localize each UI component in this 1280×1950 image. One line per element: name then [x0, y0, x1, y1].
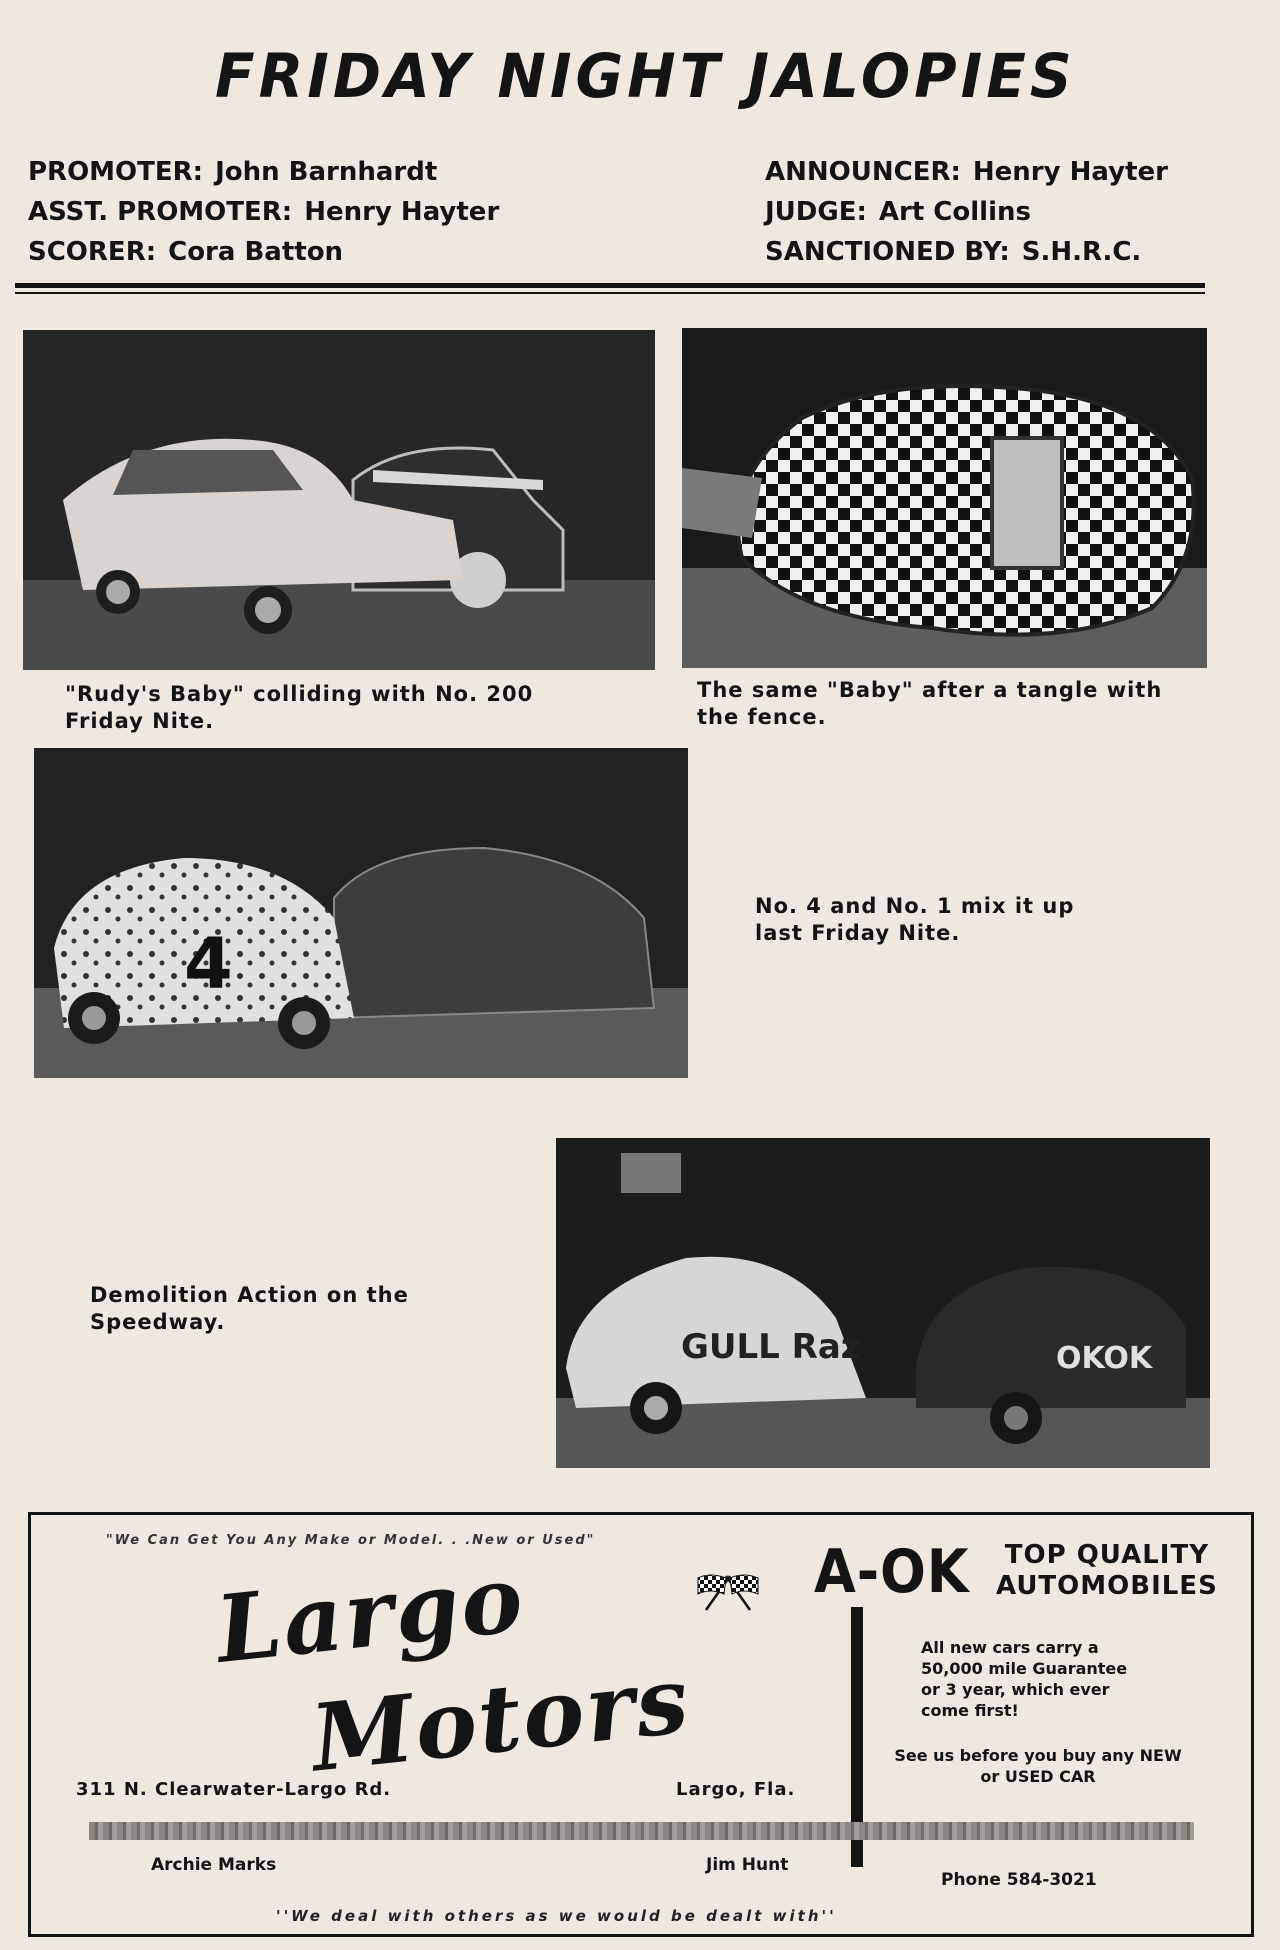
credit-judge	[765, 192, 1168, 232]
photo-image	[34, 748, 688, 1078]
ad-top-quality	[996, 1540, 1218, 1602]
checkered-flags-icon	[696, 1568, 760, 1612]
caption-line: Friday Nite.	[65, 709, 215, 733]
caption-photo-4	[90, 1282, 470, 1336]
caption-line: the fence.	[697, 705, 827, 729]
credit-value: Henry Hayter	[304, 197, 500, 227]
photo-image	[556, 1138, 1210, 1468]
photo-image	[23, 330, 655, 670]
largo-motors-ad	[28, 1512, 1254, 1937]
photo-demolition-action	[556, 1138, 1210, 1468]
ad-guarantee-text: All new cars carry a 50,000 mile Guarantee or 3 year, which ever come first!	[921, 1638, 1128, 1720]
ad-top-quality-line: TOP QUALITY	[1004, 1540, 1210, 1570]
credit-promoter	[28, 152, 499, 192]
credit-scorer	[28, 232, 499, 272]
credit-value: Cora Batton	[168, 237, 344, 267]
ad-motto-top: "We Can Get You Any Make or Model. . .New or Used"	[106, 1533, 596, 1548]
credits-left	[28, 152, 499, 272]
caption-photo-3	[755, 893, 1135, 947]
ad-name-jim: Jim Hunt	[706, 1855, 789, 1875]
caption-line: last Friday Nite.	[755, 921, 961, 945]
header-rule-thin	[15, 292, 1205, 294]
caption-photo-1	[65, 681, 605, 735]
credit-label: SANCTIONED BY:	[765, 237, 1010, 267]
credit-value: John Barnhardt	[215, 157, 438, 187]
ad-city: Largo, Fla.	[676, 1779, 796, 1800]
credit-value: Art Collins	[878, 197, 1031, 227]
credit-label: ANNOUNCER:	[765, 157, 961, 187]
credits-right	[765, 152, 1168, 272]
credit-label: JUDGE:	[765, 197, 867, 227]
ad-address: 311 N. Clearwater-Largo Rd.	[76, 1779, 392, 1800]
credit-label: SCORER:	[28, 237, 157, 267]
credit-asst-promoter	[28, 192, 499, 232]
caption-photo-2	[697, 677, 1217, 731]
credit-label: PROMOTER:	[28, 157, 204, 187]
header-rule-thick	[15, 283, 1205, 288]
ad-brand-line-2: Motors	[306, 1645, 695, 1793]
credit-value: Henry Hayter	[972, 157, 1168, 187]
caption-line: The same "Baby" after a tangle with	[697, 678, 1163, 702]
photo-no4-no1	[34, 748, 688, 1078]
photo-rudys-baby-collision	[23, 330, 655, 670]
caption-line: Speedway.	[90, 1310, 226, 1334]
ad-decorative-band	[89, 1822, 1194, 1840]
photo-image	[682, 328, 1207, 668]
ad-motto-bottom: ''We deal with others as we would be dealt with''	[276, 1907, 837, 1925]
caption-line: Demolition Action on the	[90, 1283, 409, 1307]
credit-value: S.H.R.C.	[1021, 237, 1142, 267]
credit-announcer	[765, 152, 1168, 192]
car-lettering-okok: OKOK	[1056, 1341, 1153, 1376]
ad-phone: Phone 584-3021	[941, 1870, 1097, 1890]
photo-baby-after-fence	[682, 328, 1207, 668]
credit-sanctioned-by	[765, 232, 1168, 272]
page-title: FRIDAY NIGHT JALOPIES	[215, 40, 1076, 112]
ad-top-quality-line: AUTOMOBILES	[996, 1571, 1218, 1601]
car-number-4: 4	[184, 923, 233, 1005]
caption-line: No. 4 and No. 1 mix it up	[755, 894, 1075, 918]
ad-aok: A-OK	[814, 1537, 970, 1607]
credit-label: ASST. PROMOTER:	[28, 197, 293, 227]
ad-see-us-text: See us before you buy any NEW or USED CAR	[894, 1746, 1182, 1786]
ad-brand-line-1: Largo	[211, 1544, 530, 1684]
ad-name-archie: Archie Marks	[151, 1855, 277, 1875]
car-lettering-gull: GULL Raz	[681, 1327, 861, 1367]
caption-line: "Rudy's Baby" colliding with No. 200	[65, 682, 534, 706]
